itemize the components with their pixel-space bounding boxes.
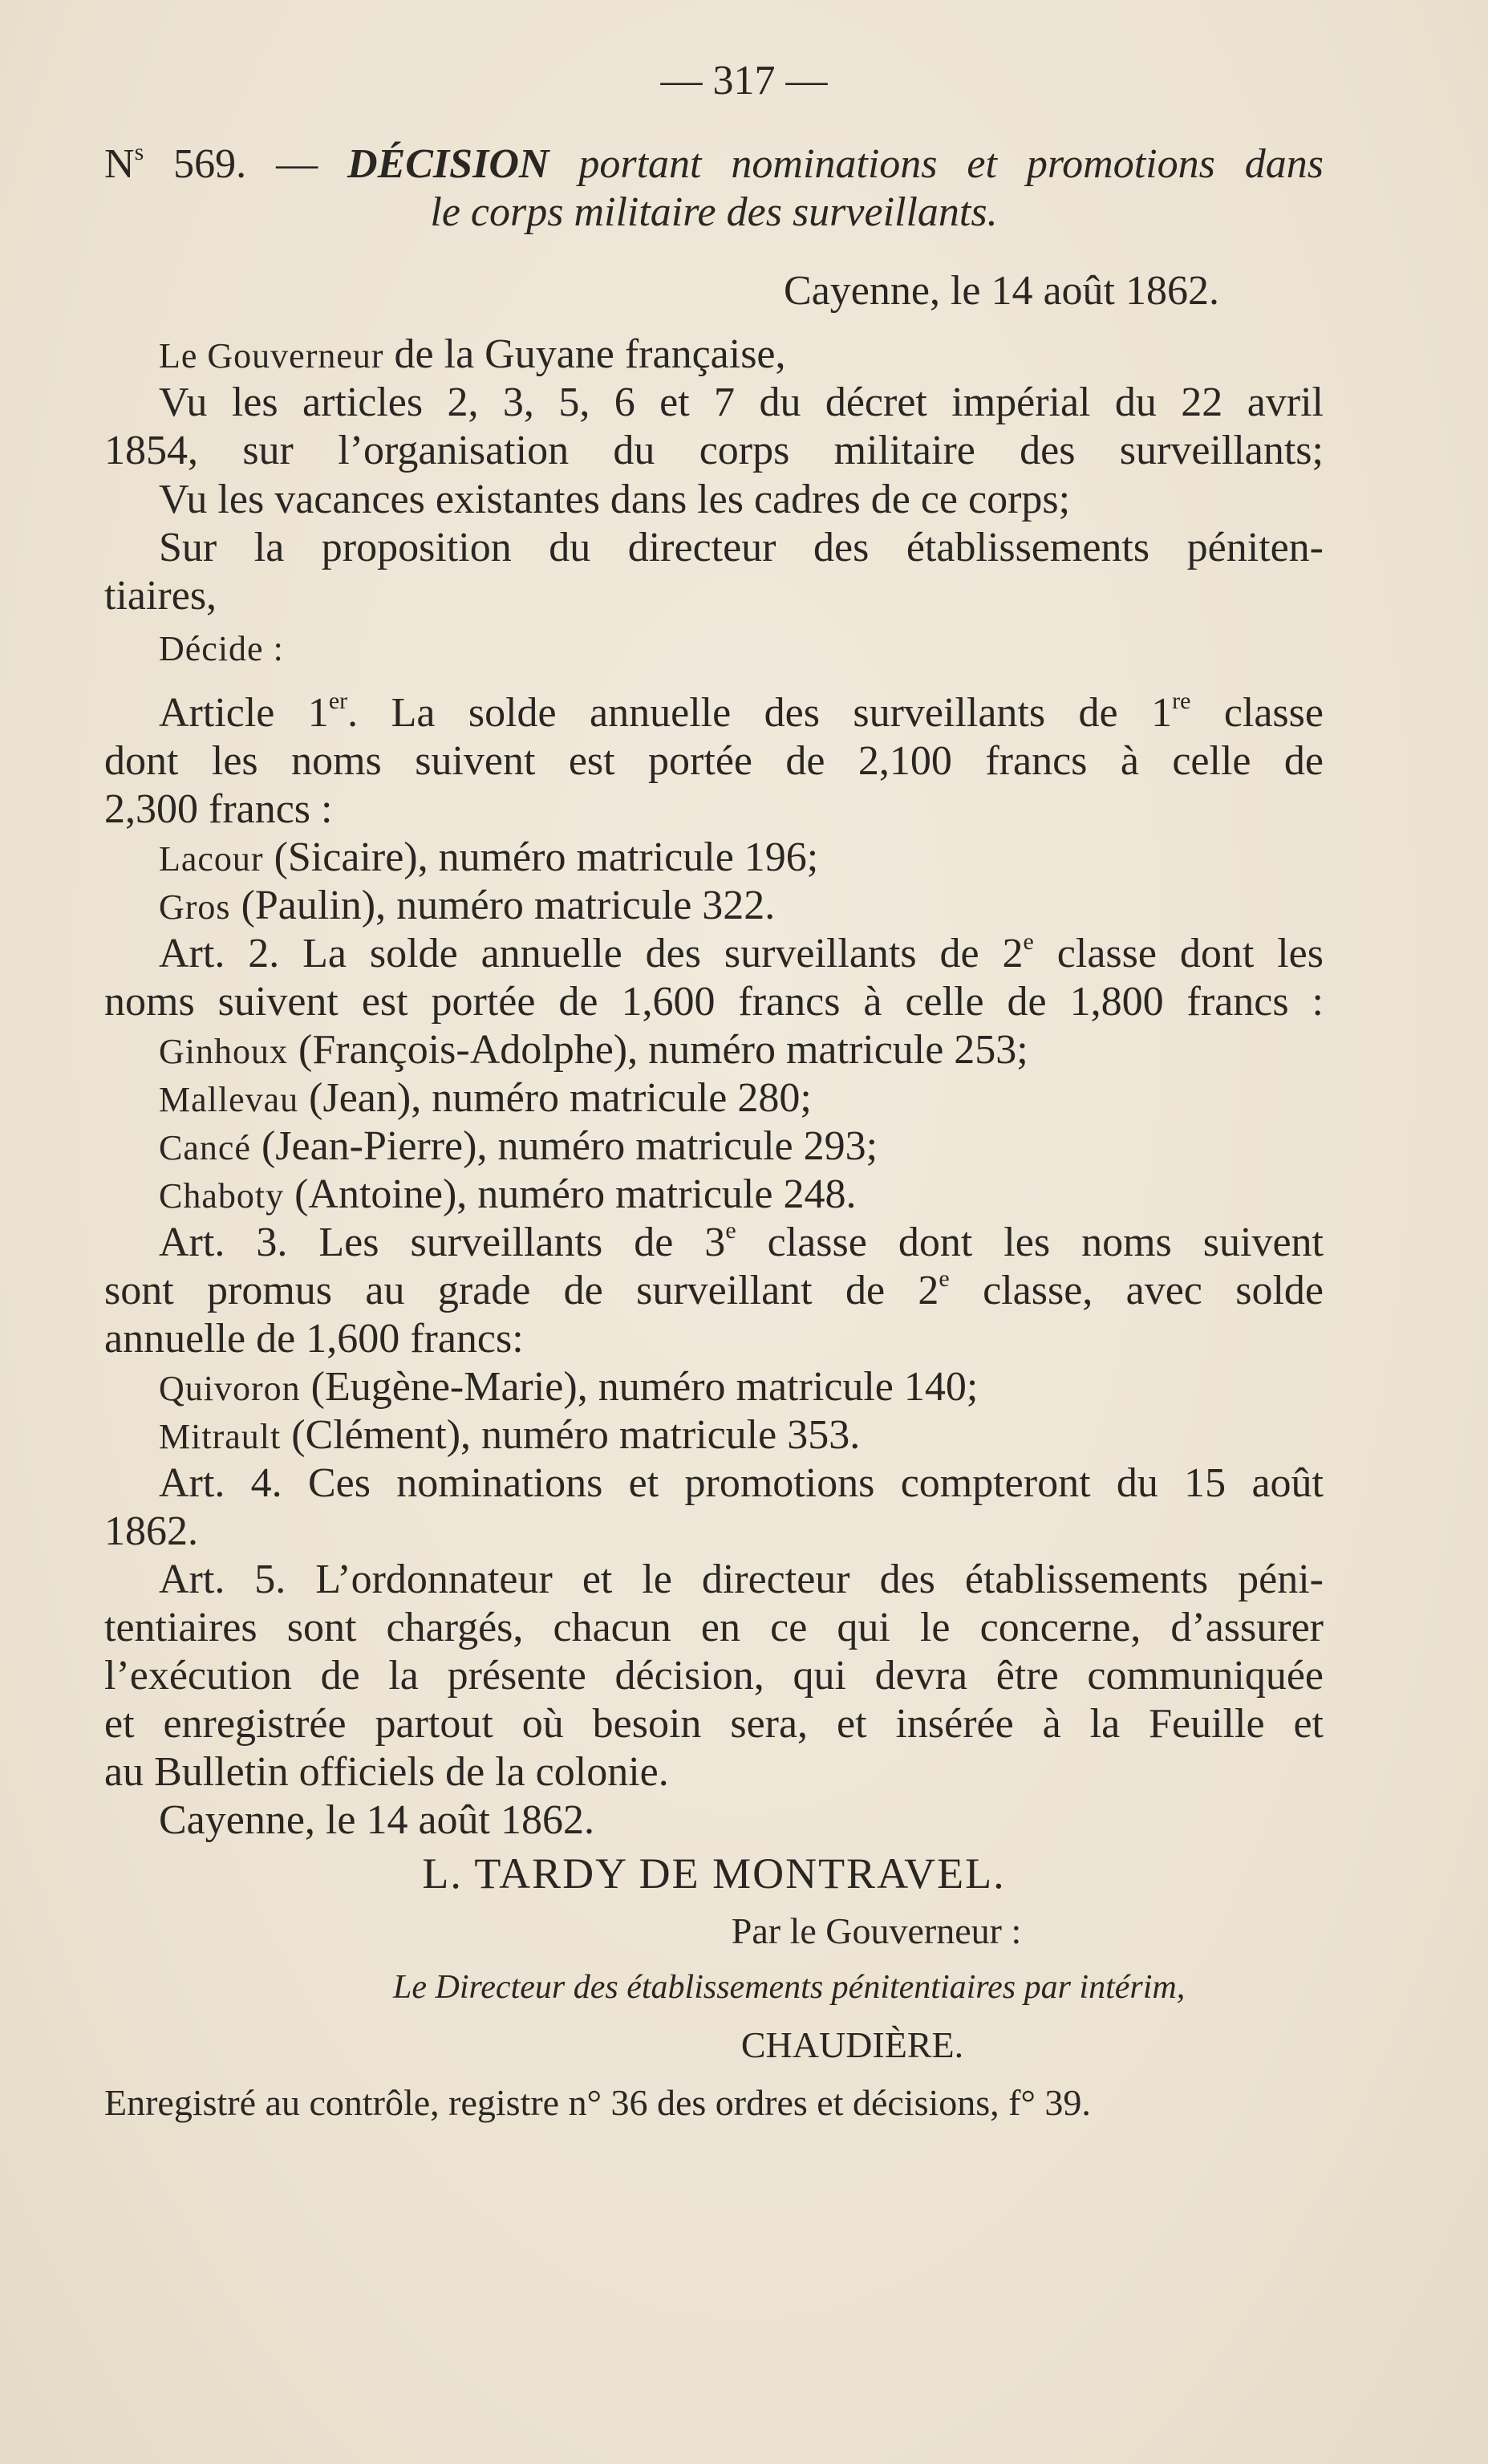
article-5-line-1: Art. 5. L’ordonnateur et le directeur des établissements péni- (159, 1557, 1324, 1602)
article-2-line-2: noms suivent est portée de 1,600 francs à celle de 1,800 francs : (104, 979, 1324, 1025)
sur-proposition-line-1: Sur la proposition du directeur des établissements péniten- (159, 525, 1324, 570)
article-2-name-ginhoux: Ginhoux (François-Adolphe), numéro matricule 253; (159, 1027, 1028, 1073)
directeur-line: Le Directeur des établissements pénitentiaires par intérim, (393, 1969, 1186, 2006)
article-2-name-chaboty: Chaboty (Antoine), numéro matricule 248. (159, 1171, 857, 1217)
article-2-line-1: Art. 2. La solde annuelle des surveillants de 2e classe dont les (159, 928, 1324, 976)
place-date: Cayenne, le 14 août 1862. (784, 268, 1219, 314)
vu-articles-line-1: Vu les articles 2, 3, 5, 6 et 7 du décret impérial du 22 avril (159, 380, 1324, 425)
registration-note: Enregistré au contrôle, registre n° 36 des ordres et décisions, f° 39. (104, 2082, 1091, 2123)
sur-proposition-line-2: tiaires, (104, 573, 217, 619)
article-1-name-gros: Gros (Paulin), numéro matricule 322. (159, 883, 776, 928)
article-5-line-3: l’exécution de la présente décision, qui devra être communiquée (104, 1653, 1324, 1699)
directeur-name: CHAUDIÈRE. (740, 2024, 964, 2065)
vu-articles-line-2: 1854, sur l’organisation du corps militaire des surveillants; (104, 428, 1324, 473)
article-1-line-1: Article 1er. La solde annuelle des surveillants de 1re classe (159, 687, 1324, 736)
decision-title-line-1: $N^s$ 569. — DÉCISION portant nominations et promotions dans (104, 138, 1324, 187)
governor-line: Le Gouverneur de la Guyane française, (159, 331, 786, 377)
article-5-line-5: au Bulletin officiels de la colonie. (104, 1749, 669, 1795)
article-3-name-mitrault: Mitrault (Clément), numéro matricule 353. (159, 1412, 861, 1458)
article-4-line-2: 1862. (104, 1508, 198, 1554)
article-2-name-mallevau: Mallevau (Jean), numéro matricule 280; (159, 1075, 812, 1121)
article-3-line-1: Art. 3. Les surveillants de 3e classe dont les noms suivent (159, 1216, 1324, 1265)
vu-vacances-line: Vu les vacances existantes dans les cadres de ce corps; (159, 477, 1071, 522)
article-1-line-2: dont les noms suivent est portée de 2,100 francs à celle de (104, 738, 1324, 784)
article-4-line-1: Art. 4. Ces nominations et promotions compteront du 15 août (159, 1460, 1324, 1506)
page-number: — 317 — (660, 58, 828, 104)
par-le-gouverneur: Par le Gouverneur : (731, 1910, 1022, 1951)
article-5-line-4: et enregistrée partout où besoin sera, et insérée à la Feuille et (104, 1701, 1324, 1747)
governor-signature: L. TARDY DE MONTRAVEL. (422, 1849, 1006, 1898)
article-3-line-2: sont promus au grade de surveillant de 2e classe, avec solde (104, 1264, 1324, 1313)
article-1-name-lacour: Lacour (Sicaire), numéro matricule 196; (159, 834, 819, 880)
article-3-name-quivoron: Quivoron (Eugène-Marie), numéro matricule 140; (159, 1364, 979, 1410)
decide-heading: Décide : (159, 629, 284, 668)
article-2-name-cance: Cancé (Jean-Pierre), numéro matricule 293; (159, 1123, 878, 1169)
article-5-line-2: tentiaires sont chargés, chacun en ce qui le concerne, d’assurer (104, 1605, 1324, 1650)
article-3-line-3: annuelle de 1,600 francs: (104, 1316, 524, 1362)
article-1-line-3: 2,300 francs : (104, 786, 333, 832)
closing-date: Cayenne, le 14 août 1862. (159, 1797, 594, 1843)
decision-title-line-2: le corps militaire des surveillants. (430, 189, 998, 235)
